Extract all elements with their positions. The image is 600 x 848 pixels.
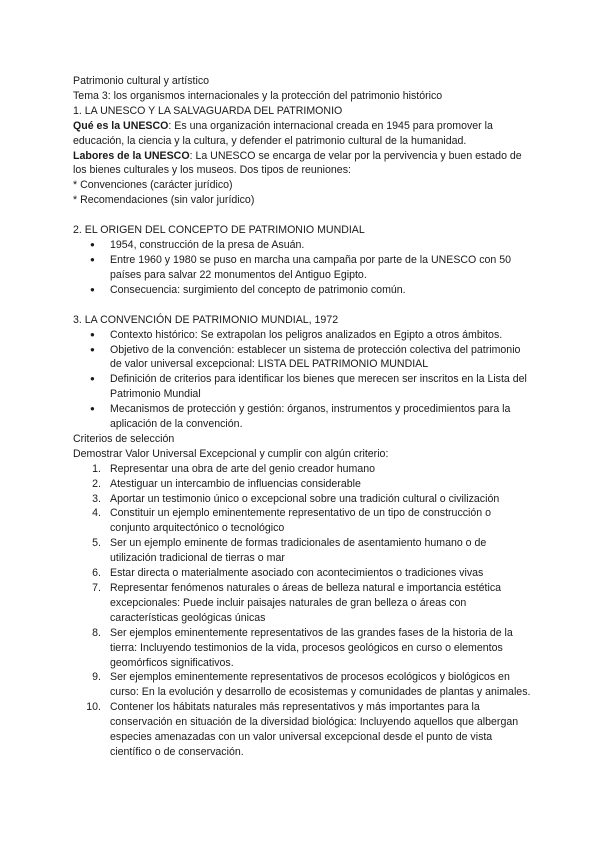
criteria-item bbox=[73, 536, 531, 566]
criteria-item bbox=[73, 477, 531, 492]
criteria-number: 10. bbox=[86, 701, 101, 714]
bullet-icon: ● bbox=[90, 344, 95, 354]
criteria-item bbox=[73, 700, 531, 760]
bullet-icon: ● bbox=[90, 329, 95, 339]
criteria-number: 6. bbox=[92, 567, 101, 580]
criteria-item bbox=[73, 626, 531, 671]
list-item-text: Consecuencia: surgimiento del concepto de patrimonio común. bbox=[110, 283, 406, 296]
criteria-item bbox=[73, 462, 531, 477]
criteria-text: Ser ejemplos eminentemente representativos de las grandes fases de la historia de la tierra: Incluyendo testimonios de la vida, procesos geológicos en curso o elementos geomórficos significativos. bbox=[110, 626, 513, 669]
spacer bbox=[73, 208, 531, 223]
unesco-definition bbox=[73, 119, 531, 149]
criteria-number: 3. bbox=[92, 492, 101, 505]
unesco-tasks bbox=[73, 149, 531, 179]
bullet-icon: ● bbox=[90, 374, 95, 384]
section-1-heading: 1. LA UNESCO Y LA SALVAGUARDA DEL PATRIMONIO bbox=[73, 104, 343, 117]
list-item bbox=[73, 343, 531, 373]
criteria-number: 2. bbox=[92, 477, 101, 490]
bullet-icon: ● bbox=[90, 240, 95, 250]
spacer bbox=[73, 298, 531, 313]
criteria-item bbox=[73, 670, 531, 700]
section-2-bullet-list bbox=[73, 238, 531, 298]
criteria-number: 4. bbox=[92, 507, 101, 520]
list-item-text: Entre 1960 y 1980 se puso en marcha una campaña por parte de la UNESCO con 50 países para salvar 22 monumentos del Antiguo Egipto. bbox=[110, 253, 512, 281]
criteria-text: Estar directa o materialmente asociado con acontecimientos o tradiciones vivas bbox=[110, 567, 484, 580]
section-3-bullet-list bbox=[73, 328, 531, 432]
meeting-type-1: * Convenciones (carácter jurídico) bbox=[73, 179, 233, 192]
criteria-number: 7. bbox=[92, 582, 101, 594]
list-item-text: Definición de criterios para identificar los bienes que merecen ser inscritos en la Lista del Patrimonio Mundial bbox=[110, 373, 527, 401]
criteria-text: Ser ejemplos eminentemente representativos de procesos ecológicos y biológicos en curso: En la evolución y desarrollo de ecosistemas y comunidades de plantas y animales. bbox=[110, 671, 531, 699]
course-title: Patrimonio cultural y artístico bbox=[73, 75, 210, 87]
criteria-intro: Demostrar Valor Universal Excepcional y cumplir con algún criterio: bbox=[73, 447, 389, 460]
list-item bbox=[73, 372, 531, 402]
list-item bbox=[73, 238, 531, 253]
bullet-icon: ● bbox=[90, 284, 95, 294]
bullet-icon: ● bbox=[90, 254, 95, 264]
unesco-definition-text: : Es una organización internacional creada en 1945 para promover la educación, la ciencia y la cultura, y defender el patrimonio cultural de la humanidad. bbox=[73, 119, 493, 147]
section-2-heading: 2. EL ORIGEN DEL CONCEPTO DE PATRIMONIO MUNDIAL bbox=[73, 224, 365, 237]
criteria-item bbox=[73, 581, 531, 626]
list-item bbox=[73, 328, 531, 343]
criteria-number: 8. bbox=[92, 626, 101, 639]
criteria-number: 5. bbox=[92, 537, 101, 550]
criteria-number: 9. bbox=[92, 671, 101, 684]
topic-title: Tema 3: los organismos internacionales y la protección del patrimonio histórico bbox=[73, 89, 443, 102]
section-3-heading: 3. LA CONVENCIÓN DE PATRIMONIO MUNDIAL, 1972 bbox=[73, 313, 339, 326]
criteria-text: Constituir un ejemplo eminentemente representativo de un tipo de construcción o conjunto arquitectónico o tecnológico bbox=[110, 507, 492, 535]
list-item-text: Mecanismos de protección y gestión: órganos, instrumentos y procedimientos para la aplicación de la convención. bbox=[110, 403, 511, 431]
list-item bbox=[73, 283, 531, 298]
criteria-text: Aportar un testimonio único o excepcional sobre una tradición cultural o civilización bbox=[110, 492, 500, 505]
criteria-title: Criterios de selección bbox=[73, 432, 175, 445]
criteria-item bbox=[73, 492, 531, 507]
criteria-text: Representar una obra de arte del genio creador humano bbox=[110, 462, 376, 475]
criteria-number: 1. bbox=[92, 462, 101, 475]
list-item-text: 1954, construcción de la presa de Asuán. bbox=[110, 239, 305, 252]
unesco-definition-label: Qué es la UNESCO bbox=[73, 119, 169, 132]
meeting-type-2: * Recomendaciones (sin valor jurídico) bbox=[73, 194, 255, 207]
criteria-text: Atestiguar un intercambio de influencias considerable bbox=[110, 477, 361, 490]
criteria-text: Representar fenómenos naturales o áreas de belleza natural e importancia estética excepcionales: Puede incluir paisajes naturales de gran belleza o áreas con características geológicas únicas bbox=[110, 582, 502, 624]
criteria-item bbox=[73, 566, 531, 581]
list-item bbox=[73, 402, 531, 432]
unesco-tasks-label: Labores de la UNESCO bbox=[73, 149, 190, 162]
list-item-text: Contexto histórico: Se extrapolan los peligros analizados en Egipto a otros ámbitos. bbox=[110, 328, 503, 341]
list-item bbox=[73, 253, 531, 283]
criteria-item bbox=[73, 506, 531, 536]
criteria-text: Contener los hábitats naturales más representativos y más importantes para la conservación en situación de la diversidad biológica: Incluyendo aquellos que albergan especies amenazadas con un valor universal excepcional desde el punto de vista científico o de conservación. bbox=[110, 701, 519, 758]
criteria-list bbox=[73, 462, 531, 760]
criteria-text: Ser un ejemplo eminente de formas tradicionales de asentamiento humano o de utilización tradicional de tierras o mar bbox=[110, 537, 487, 565]
document-page bbox=[73, 74, 531, 760]
unesco-tasks-text: : La UNESCO se encarga de velar por la pervivencia y buen estado de los bienes culturales y los museos. Dos tipos de reuniones: bbox=[73, 149, 522, 177]
bullet-icon: ● bbox=[90, 404, 95, 414]
list-item-text: Objetivo de la convención: establecer un sistema de protección colectiva del patrimonio de valor universal excepcional: LISTA DEL PATRIMONIO MUNDIAL bbox=[110, 343, 521, 371]
